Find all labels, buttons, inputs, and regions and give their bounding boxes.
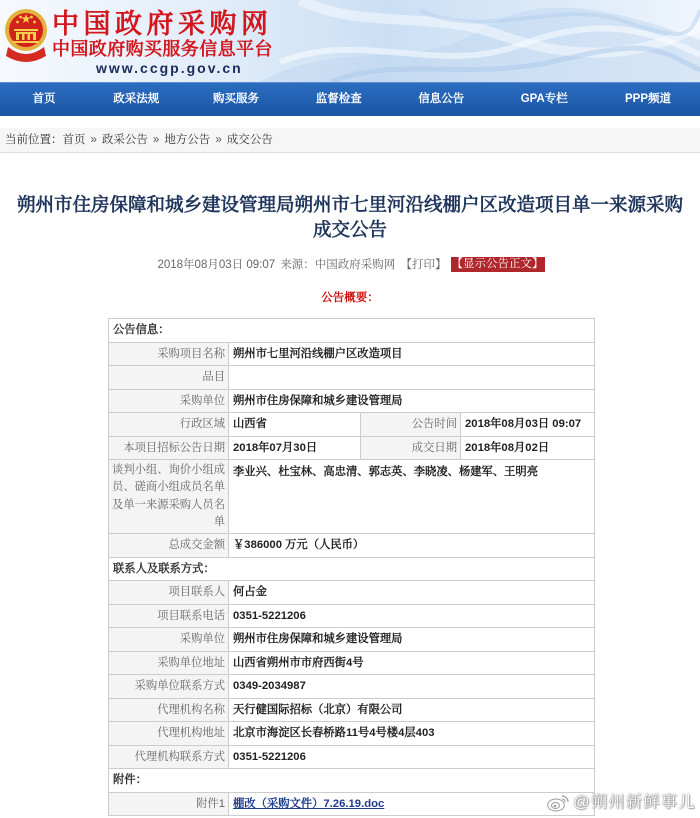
tender-date-label: 本项目招标公告日期: [109, 436, 229, 460]
breadcrumb-item-local-notices[interactable]: 地方公告: [164, 134, 211, 146]
summary-heading: 公告概要：: [321, 292, 379, 304]
nav-item-gpa[interactable]: GPA专栏: [520, 93, 568, 105]
deal-date-label: 成交日期: [361, 436, 461, 460]
nav-item-regulations[interactable]: 政采法规: [113, 93, 160, 105]
deal-date-value: 2018年08月02日: [461, 436, 595, 460]
project-contact-label: 项目联系人: [109, 581, 229, 605]
table-row: [109, 581, 595, 605]
breadcrumb-separator: »: [215, 134, 222, 146]
table-row: [109, 698, 595, 722]
source-label: 来源：: [280, 259, 315, 271]
purchaser-address-label: 采购单位地址: [109, 651, 229, 675]
breadcrumb-separator: »: [152, 134, 160, 146]
purchaser-phone-value: 0349-2034987: [229, 675, 595, 699]
agency-name-label: 代理机构名称: [109, 698, 229, 722]
project-contact-value: 何占金: [229, 581, 595, 605]
attachment-1-label: 附件1: [109, 792, 229, 816]
source-link[interactable]: 中国政府采购网: [314, 259, 396, 271]
project-phone-label: 项目联系电话: [109, 604, 229, 628]
national-emblem-icon: [3, 5, 49, 63]
table-row: [109, 722, 595, 746]
category-value: [229, 366, 595, 390]
panel-members-label: 谈判小组、询价小组成员、磋商小组成员名单及单一来源采购人员名单: [109, 460, 229, 534]
nav-item-home[interactable]: 首页: [32, 93, 56, 105]
site-logo-link[interactable]: [0, 0, 290, 82]
article-meta: [0, 256, 700, 274]
table-row: [109, 342, 595, 366]
nav-item-purchase-services[interactable]: 购买服务: [213, 93, 259, 105]
table-row: [109, 604, 595, 628]
purchaser-label: 采购单位: [109, 389, 229, 413]
breadcrumb-item-deal-notices[interactable]: 成交公告: [226, 134, 273, 146]
table-row: [109, 769, 595, 793]
show-announcement-body-button[interactable]: 【显示公告正文】: [451, 258, 544, 271]
table-row: [109, 745, 595, 769]
region-value: 山西省: [229, 413, 361, 437]
project-name-value: 朔州市七里河沿线棚户区改造项目: [229, 342, 595, 366]
site-subtitle: 中国政府购买服务信息平台: [52, 39, 273, 59]
summary-table: [108, 318, 595, 816]
table-row: [109, 389, 595, 413]
agency-phone-label: 代理机构联系方式: [109, 745, 229, 769]
breadcrumb-prefix: 当前位置：: [5, 134, 63, 146]
panel-members-value: 李业兴、杜宝林、高忠清、郭志英、李晓凌、杨建军、王明亮: [229, 460, 595, 534]
site-header: [0, 0, 700, 82]
section-heading-info: 公告信息：: [109, 319, 595, 343]
table-row: [109, 792, 595, 816]
table-row: [109, 460, 595, 534]
site-url: www.ccgp.gov.cn: [96, 60, 243, 76]
watermark-text: @朔州新鲜事儿: [573, 794, 696, 811]
table-row: [109, 366, 595, 390]
attachment-1-cell: [229, 792, 595, 816]
table-row: [109, 534, 595, 558]
table-row: [109, 557, 595, 581]
agency-name-value: 天行健国际招标（北京）有限公司: [229, 698, 595, 722]
purchaser-address-value: 山西省朔州市市府西街4号: [229, 651, 595, 675]
site-name: 中国政府采购网: [52, 9, 273, 39]
nav-item-announcements[interactable]: 信息公告: [418, 93, 465, 105]
table-row: [109, 675, 595, 699]
table-row: [109, 628, 595, 652]
total-amount-value: ￥386000 万元（人民币）: [229, 534, 595, 558]
table-row: [109, 319, 595, 343]
print-link[interactable]: 【打印】: [400, 259, 447, 271]
region-label: 行政区域: [109, 413, 229, 437]
project-name-label: 采购项目名称: [109, 342, 229, 366]
purchaser-phone-label: 采购单位联系方式: [109, 675, 229, 699]
table-row: [109, 436, 595, 460]
weibo-icon: [547, 794, 569, 812]
agency-address-value: 北京市海淀区长春桥路11号4号楼4层403: [229, 722, 595, 746]
section-heading-attachments: 附件：: [109, 769, 595, 793]
project-phone-value: 0351-5221206: [229, 604, 595, 628]
table-row: [109, 651, 595, 675]
page-title: 朔州市住房保障和城乡建设管理局朔州市七里河沿线棚户区改造项目单一来源采购成交公告: [16, 194, 683, 240]
publish-date: 2018年08月03日 09:07: [157, 259, 276, 271]
table-row: [109, 413, 595, 437]
agency-phone-value: 0351-5221206: [229, 745, 595, 769]
spacer: [0, 116, 700, 128]
section-heading-contacts: 联系人及联系方式：: [109, 557, 595, 581]
nav-item-ppp[interactable]: PPP频道: [624, 93, 671, 105]
breadcrumb-item-procurement-notices[interactable]: 政采公告: [101, 134, 148, 146]
nav-item-supervision[interactable]: 监督检查: [315, 93, 362, 105]
breadcrumb: [0, 128, 700, 153]
category-label: 品目: [109, 366, 229, 390]
purchaser-unit-label: 采购单位: [109, 628, 229, 652]
agency-address-label: 代理机构地址: [109, 722, 229, 746]
main-nav: [0, 82, 700, 116]
announce-time-label: 公告时间: [361, 413, 461, 437]
breadcrumb-separator: »: [90, 134, 97, 146]
purchaser-value: 朔州市住房保障和城乡建设管理局: [229, 389, 595, 413]
purchaser-unit-value: 朔州市住房保障和城乡建设管理局: [229, 628, 595, 652]
total-amount-label: 总成交金额: [109, 534, 229, 558]
watermark: [547, 793, 696, 813]
breadcrumb-item-home[interactable]: 首页: [62, 134, 86, 146]
announce-time-value: 2018年08月03日 09:07: [461, 413, 595, 437]
tender-date-value: 2018年07月30日: [229, 436, 361, 460]
attachment-1-link[interactable]: 棚改（采购文件）7.26.19.doc: [233, 797, 385, 810]
